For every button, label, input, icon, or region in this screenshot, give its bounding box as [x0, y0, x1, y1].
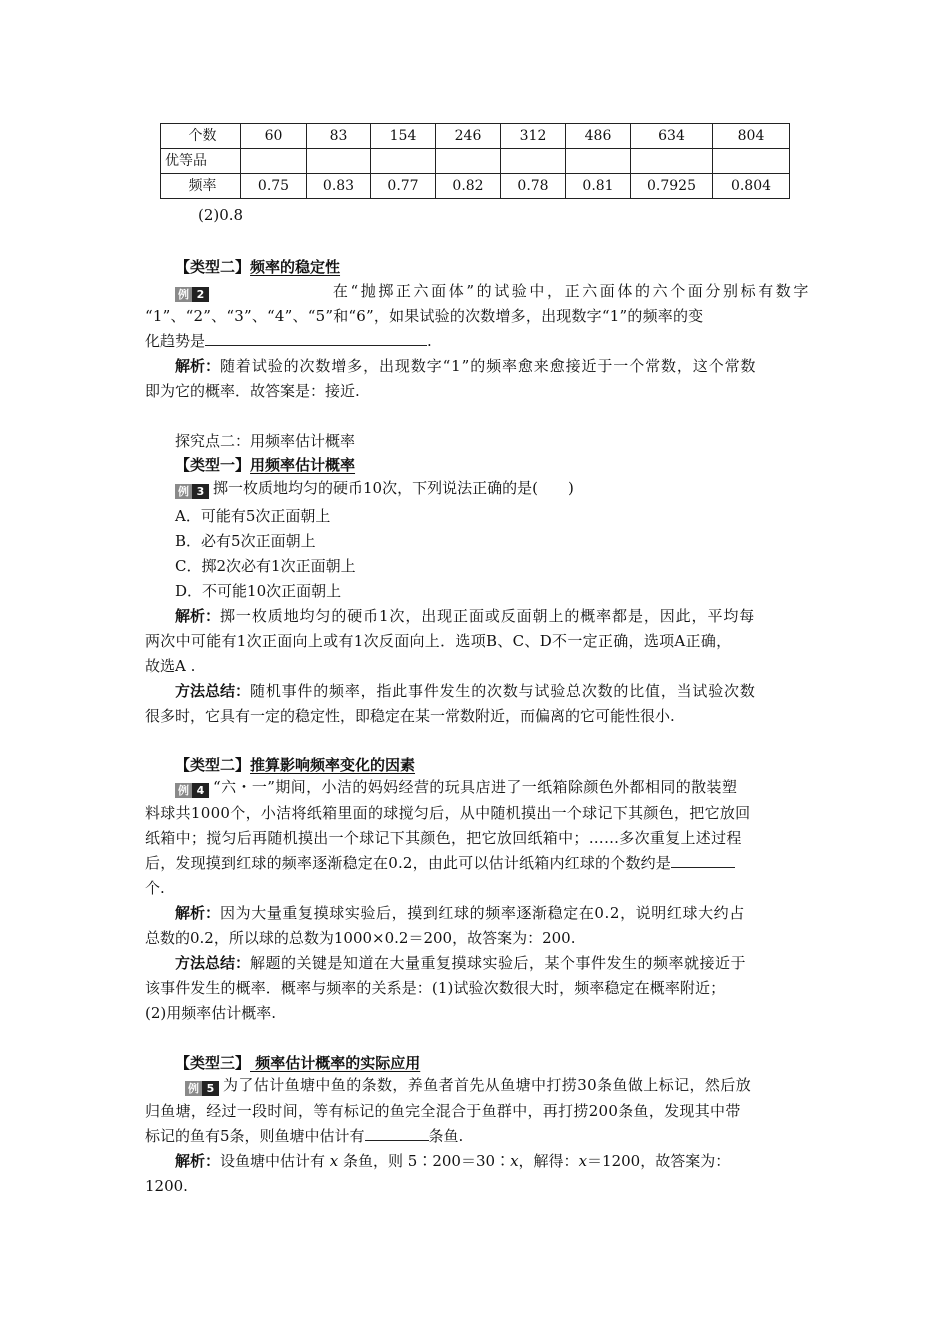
row-label: 频率: [161, 174, 241, 199]
solution-3-line-2: 两次中可能有1次正面向上或有1次反面向上．选项B、C、D不一定正确，选项A正确，: [145, 632, 732, 650]
table-cell: 804: [713, 124, 790, 149]
table-cell: [566, 149, 631, 174]
table-cell: 0.83: [307, 174, 371, 199]
answer-blank: [671, 853, 735, 868]
solution-5-line-2: 1200.: [145, 1177, 188, 1195]
option-c: C．掷2次必有1次正面朝上: [175, 557, 356, 575]
table-cell: [307, 149, 371, 174]
example-5-line-1: 例 5 为了估计鱼塘中鱼的条数，养鱼者首先从鱼塘中打捞30条鱼做上标记，然后放: [185, 1075, 751, 1095]
table-cell: [713, 149, 790, 174]
example-4-icon: 例 4: [175, 783, 209, 798]
table-cell: [241, 149, 307, 174]
table-cell: 634: [631, 124, 713, 149]
table-cell: 0.804: [713, 174, 790, 199]
table-cell: 0.82: [436, 174, 501, 199]
example-2-text-2: “1”、“2”、“3”、“4”、“5”和“6”，如果试验的次数增多，出现数字“1”的频率的变: [145, 307, 704, 325]
heading-bracket: 【类型二】: [175, 258, 251, 276]
section-heading-stability: [175, 257, 340, 277]
table-cell: 246: [436, 124, 501, 149]
example-5-icon: 例 5: [185, 1081, 219, 1096]
table-cell: 0.81: [566, 174, 631, 199]
summary-3-line-2: 很多时，它具有一定的稳定性，即稳定在某一常数附近，而偏离的它可能性很小.: [145, 707, 675, 725]
row-label: 个数: [161, 124, 241, 149]
example-2-text-1: 在“抛掷正六面体”的试验中，正六面体的六个面分别标有数字: [332, 282, 811, 300]
table-cell: 0.75: [241, 174, 307, 199]
inquiry-point-2: 探究点二：用频率估计概率: [175, 432, 356, 450]
table-cell: 60: [241, 124, 307, 149]
summary-4-line-2: 该事件发生的概率．概率与频率的关系是：(1)试验次数很大时，频率稳定在概率附近；: [145, 979, 726, 997]
solution-2-line-2: 即为它的概率．故答案是：接近.: [145, 382, 360, 400]
solution-5-line-1: 解析：设鱼塘中估计有 x 条鱼，则 5∶200＝30∶x，解得：x＝1200，故答案为：: [175, 1152, 731, 1170]
option-b: B．必有5次正面朝上: [175, 532, 316, 550]
example-4-line-2: 料球共1000个，小洁将纸箱里面的球搅匀后，从中随机摸出一个球记下其颜色，把它放回: [145, 804, 751, 822]
table-cell: 83: [307, 124, 371, 149]
summary-3-line-1: 方法总结：随机事件的频率，指此事件发生的次数与试验总次数的比值，当试验次数: [175, 682, 756, 700]
table-cell: [436, 149, 501, 174]
solution-2-line-1: 解析：随着试验的次数增多，出现数字“1”的频率愈来愈接近于一个常数，这个常数: [175, 357, 757, 375]
summary-4-line-3: (2)用频率估计概率.: [145, 1004, 277, 1022]
heading-title: 频率的稳定性: [250, 258, 341, 276]
table-cell: [501, 149, 566, 174]
example-2-line-1: [175, 281, 811, 301]
answer-blank: [205, 331, 427, 346]
section-heading-factors: 【类型二】推算影响频率变化的因素: [175, 756, 416, 774]
table-cell: 0.7925: [631, 174, 713, 199]
table-cell: 154: [371, 124, 436, 149]
frequency-table: [160, 123, 790, 199]
example-4-line-3: 纸箱中；搅匀后再随机摸出一个球记下其颜色，把它放回纸箱中；……多次重复上述过程: [145, 829, 742, 847]
summary-4-line-1: 方法总结：解题的关键是知道在大量重复摸球实验后，某个事件发生的频率就接近于: [175, 954, 747, 972]
solution-4-line-1: 解析：因为大量重复摸球实验后，摸到红球的频率逐渐稳定在0.2，说明红球大约占: [175, 904, 745, 922]
example-3-icon: 例 3: [175, 484, 209, 499]
example-4-line-5: 个.: [145, 879, 165, 897]
section-heading-application: 【类型三】 频率估计概率的实际应用: [175, 1054, 421, 1072]
example-5-line-2: 归鱼塘，经过一段时间，等有标记的鱼完全混合于鱼群中，再打捞200条鱼，发现其中带: [145, 1102, 741, 1120]
example-4-line-4: 后，发现摸到红球的频率逐渐稳定在0.2，由此可以估计纸箱内红球的个数约是: [145, 853, 735, 873]
section-heading-estimate: 【类型一】用频率估计概率: [175, 456, 356, 474]
example-2-text-3: 化趋势是 .: [145, 332, 432, 350]
table-cell: 0.78: [501, 174, 566, 199]
answer-part-2: (2)0.8: [198, 206, 244, 224]
solution-3-line-3: 故选A .: [145, 657, 196, 675]
table-row: [161, 174, 790, 199]
example-3-question: 例 3 掷一枚质地均匀的硬币10次，下列说法正确的是( ): [175, 478, 574, 498]
table-cell: 312: [501, 124, 566, 149]
solution-4-line-2: 总数的0.2，所以球的总数为1000×0.2＝200，故答案为：200.: [145, 929, 576, 947]
table-cell: [631, 149, 713, 174]
table-cell: 486: [566, 124, 631, 149]
option-a: A．可能有5次正面朝上: [175, 507, 331, 525]
row-label: 优等品: [161, 149, 241, 174]
example-2-icon: 例 2: [175, 287, 209, 302]
table-cell: [371, 149, 436, 174]
option-d: D．不可能10次正面朝上: [175, 582, 342, 600]
table-row: [161, 149, 790, 174]
table-cell: 0.77: [371, 174, 436, 199]
table-row: [161, 124, 790, 149]
solution-3-line-1: 解析：掷一枚质地均匀的硬币1次，出现正面或反面朝上的概率都是，因此，平均每: [175, 607, 756, 625]
answer-blank: [365, 1126, 429, 1141]
example-5-line-3: 标记的鱼有5条，则鱼塘中估计有 条鱼.: [145, 1127, 464, 1145]
example-4-line-1: 例 4 “六・一”期间，小洁的妈妈经营的玩具店进了一纸箱除颜色外都相同的散装塑: [175, 777, 737, 797]
